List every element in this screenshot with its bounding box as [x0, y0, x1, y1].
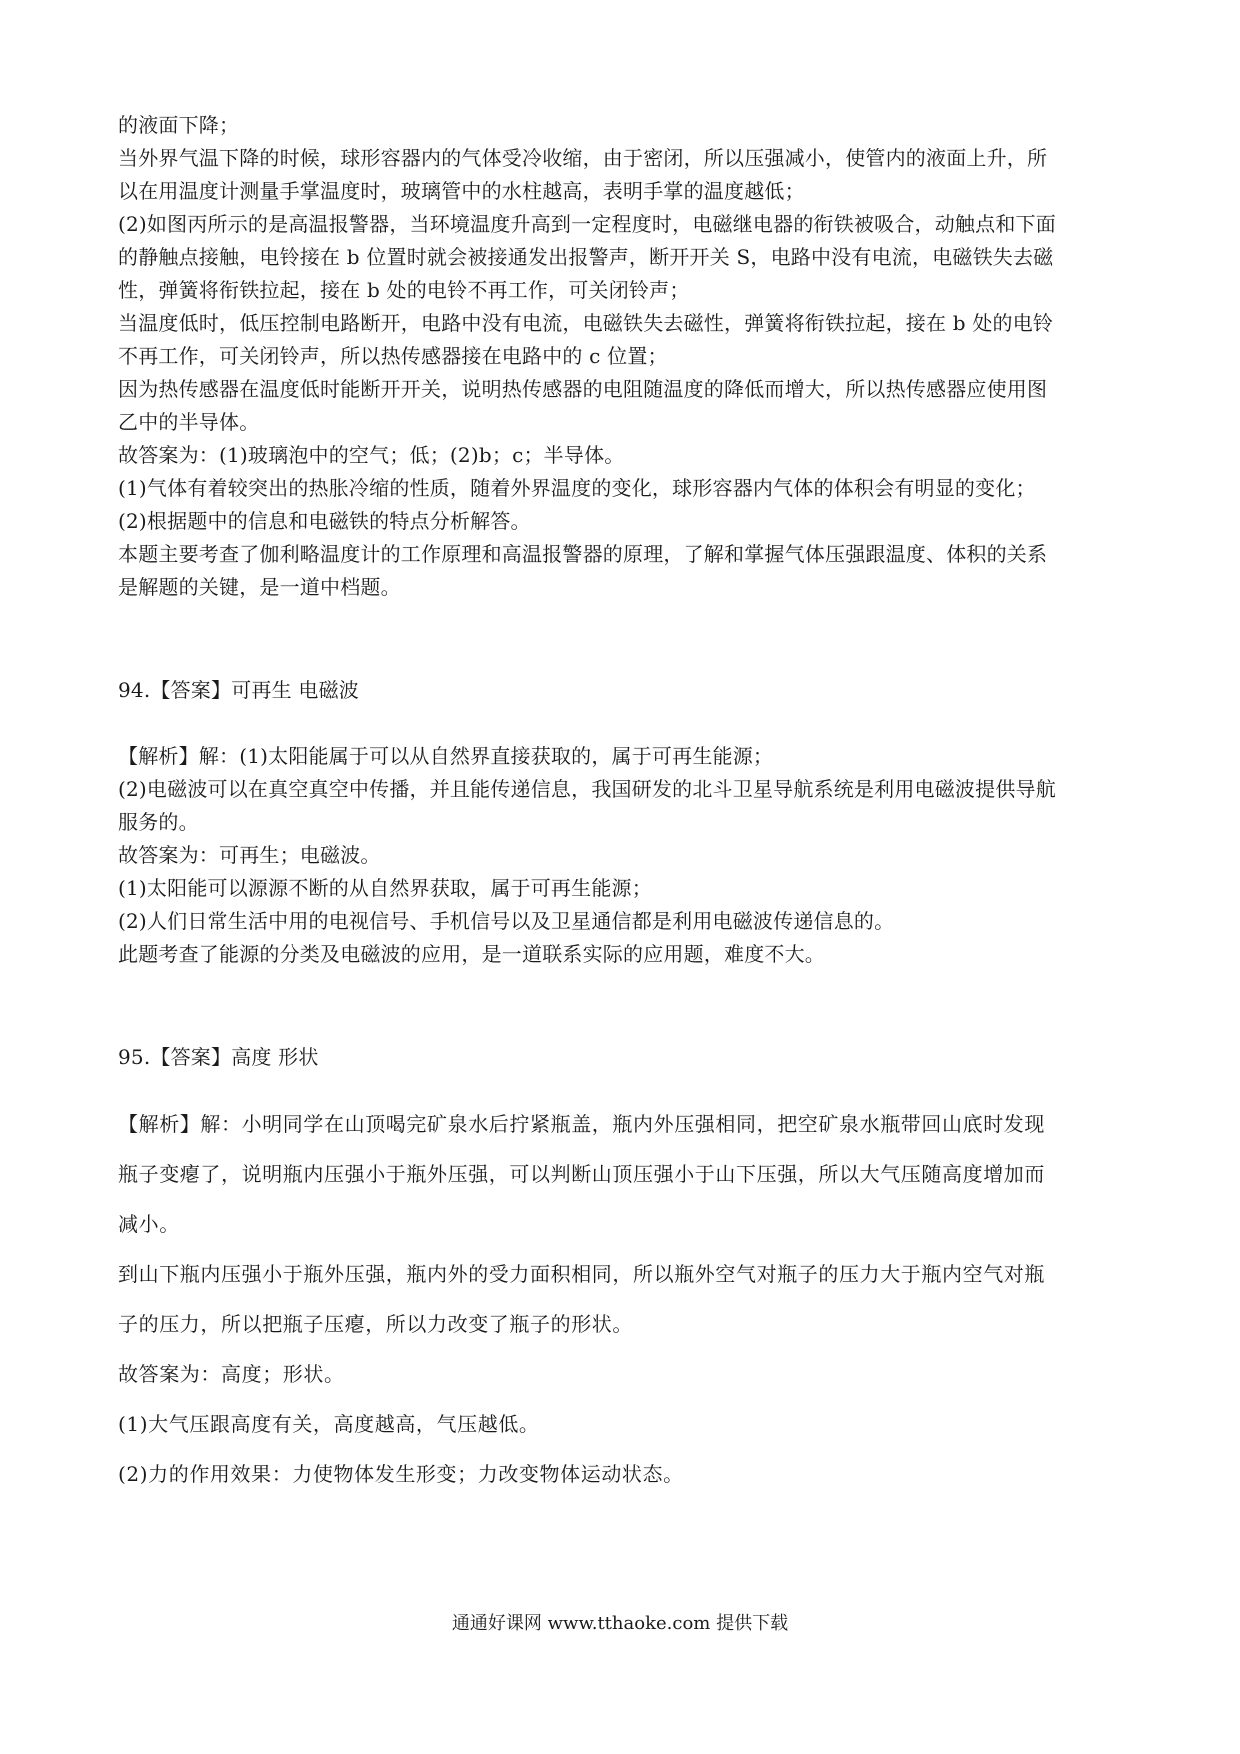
paragraph-line: 故答案为：(1)玻璃泡中的空气；低；(2)b；c；半导体。 — [118, 443, 625, 467]
paragraph-line: 乙中的半导体。 — [118, 410, 260, 434]
page-footer: 通通好课网 www.tthaoke.com 提供下载 — [451, 1613, 789, 1634]
answer-heading: 95.【答案】高度 形状 — [118, 1045, 319, 1069]
analysis-line: (1)大气压跟高度有关，高度越高，气压越低。 — [118, 1412, 540, 1436]
paragraph-line: 本题主要考查了伽利略温度计的工作原理和高温报警器的原理，了解和掌握气体压强跟温度、体积的关系 — [118, 542, 1048, 566]
analysis-line: 此题考查了能源的分类及电磁波的应用，是一道联系实际的应用题，难度不大。 — [118, 942, 825, 966]
analysis-line: 到山下瓶内压强小于瓶外压强，瓶内外的受力面积相同，所以瓶外空气对瓶子的压力大于瓶内空气对瓶 — [118, 1262, 1045, 1286]
paragraph-line: 当外界气温下降的时候，球形容器内的气体受冷收缩，由于密闭，所以压强减小，使管内的液面上升，所 — [118, 146, 1048, 170]
paragraph-line: 当温度低时，低压控制电路断开，电路中没有电流，电磁铁失去磁性，弹簧将衔铁拉起，接在 b 处的电铃 — [118, 311, 1054, 335]
paragraph-line: 的静触点接触，电铃接在 b 位置时就会被接通发出报警声，断开开关 S，电路中没有电流，电磁铁失去磁 — [118, 245, 1054, 269]
analysis-line: (2)人们日常生活中用的电视信号、手机信号以及卫星通信都是利用电磁波传递信息的。 — [118, 909, 895, 933]
paragraph-line: 的液面下降； — [118, 113, 240, 137]
analysis-line: (2)力的作用效果：力使物体发生形变；力改变物体运动状态。 — [118, 1462, 684, 1486]
paragraph-line: (2)根据题中的信息和电磁铁的特点分析解答。 — [118, 509, 531, 533]
analysis-line: 服务的。 — [118, 810, 199, 834]
paragraph-line: 以在用温度计测量手掌温度时，玻璃管中的水柱越高，表明手掌的温度越低； — [118, 179, 805, 203]
analysis-line: (1)太阳能可以源源不断的从自然界获取，属于可再生能源； — [118, 876, 652, 900]
paragraph-line: (2)如图丙所示的是高温报警器，当环境温度升高到一定程度时，电磁继电器的衔铁被吸合，动触点和下面 — [118, 212, 1056, 236]
analysis-line: (2)电磁波可以在真空真空中传播，并且能传递信息，我国研发的北斗卫星导航系统是利用电磁波提供导航 — [118, 777, 1056, 801]
paragraph-line: 是解题的关键，是一道中档题。 — [118, 575, 401, 599]
analysis-line: 故答案为：可再生；电磁波。 — [118, 843, 381, 867]
paragraph-line: 因为热传感器在温度低时能断开开关，说明热传感器的电阻随温度的降低而增大，所以热传感器应使用图 — [118, 377, 1048, 401]
answer-heading: 94.【答案】可再生 电磁波 — [118, 678, 359, 702]
paragraph-line: (1)气体有着较突出的热胀冷缩的性质，随着外界温度的变化，球形容器内气体的体积会有明显的变化； — [118, 476, 1036, 500]
analysis-line: 减小。 — [118, 1212, 180, 1236]
analysis-line: 故答案为：高度；形状。 — [118, 1362, 345, 1386]
analysis-line: 瓶子变瘪了，说明瓶内压强小于瓶外压强，可以判断山顶压强小于山下压强，所以大气压随高度增加而 — [118, 1162, 1045, 1186]
analysis-line: 【解析】解：小明同学在山顶喝完矿泉水后拧紧瓶盖，瓶内外压强相同，把空矿泉水瓶带回山底时发现 — [118, 1112, 1045, 1136]
paragraph-line: 不再工作，可关闭铃声，所以热传感器接在电路中的 c 位置； — [118, 344, 668, 368]
paragraph-line: 性，弹簧将衔铁拉起，接在 b 处的电铃不再工作，可关闭铃声； — [118, 278, 690, 302]
analysis-line: 子的压力，所以把瓶子压瘪，所以力改变了瓶子的形状。 — [118, 1312, 633, 1336]
analysis-line: 【解析】解：(1)太阳能属于可以从自然界直接获取的，属于可再生能源； — [118, 744, 774, 768]
